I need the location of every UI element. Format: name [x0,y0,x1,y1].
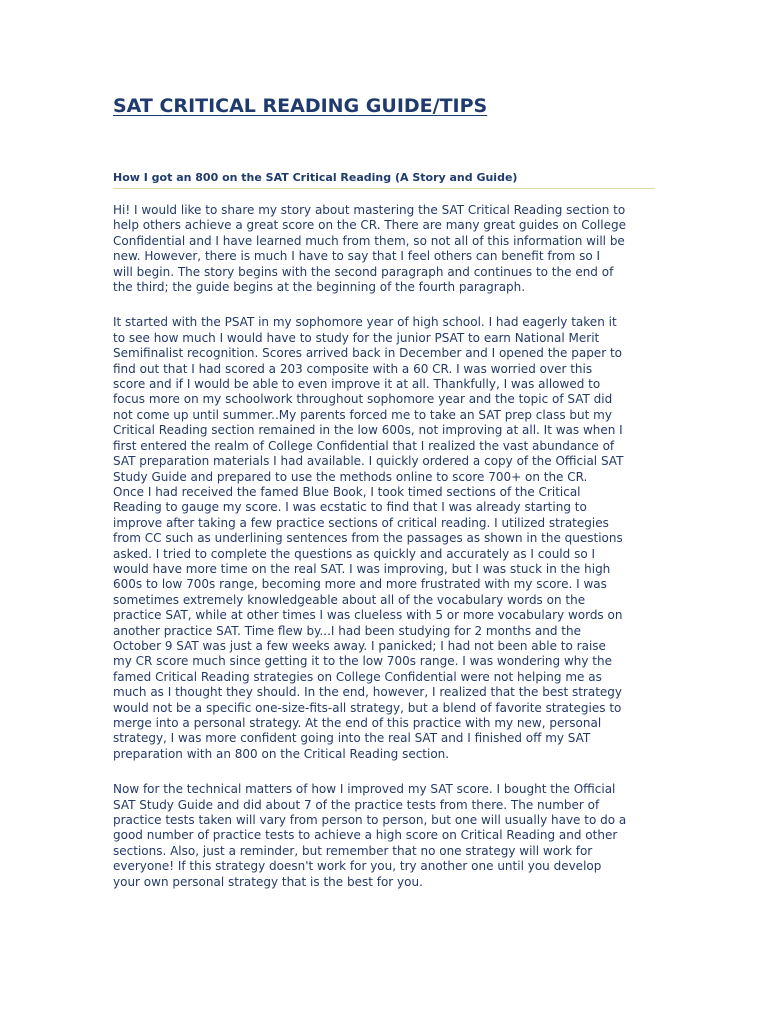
paragraph-line: Once I had received the famed Blue Book, I took timed sections of the Critical [113,484,581,499]
paragraph-line: another practice SAT. Time flew by...I had been studying for 2 months and the [113,623,581,638]
paragraph-line: SAT Study Guide and did about 7 of the practice tests from there. The number of [113,797,600,812]
paragraph-line: October 9 SAT was just a few weeks away. I panicked; I had not been able to raise [113,638,606,653]
paragraph-line: practice tests taken will vary from person to person, but one will usually have to do a [113,813,627,828]
paragraph-line: preparation with an 800 on the Critical Reading section. [113,746,450,761]
paragraph-line: It started with the PSAT in my sophomore year of high school. I had eagerly taken it [113,315,617,330]
article-body [113,203,658,910]
paragraph-line: good number of practice tests to achieve a high score on Critical Reading and other [113,828,618,843]
paragraph-line: Confidential and I have learned much from them, so not all of this information will be [113,233,625,248]
paragraph-line: strategy, I was more confident going into the real SAT and I finished off my SAT [113,731,591,746]
paragraph-line: sometimes extremely knowledgeable about all of the vocabulary words on the [113,592,586,607]
paragraph [113,315,658,762]
paragraph-line: asked. I tried to complete the questions as quickly and accurately as I could so I [113,546,596,561]
paragraph-line: would have more time on the real SAT. I was improving, but I was stuck in the high [113,561,611,576]
paragraph-line: will begin. The story begins with the second paragraph and continues to the end of [113,264,614,279]
paragraph-line: not come up until summer..My parents forced me to take an SAT prep class but my [113,407,612,422]
paragraph-line: everyone! If this strategy doesn't work for you, try another one until you develop [113,859,602,874]
paragraph-line: focus more on my schoolwork throughout sophomore year and the topic of SAT did [113,392,613,407]
paragraph-line: Study Guide and prepared to use the methods online to score 700+ on the CR. [113,469,588,484]
paragraph-line: merge into a personal strategy. At the end of this practice with my new, personal [113,716,602,730]
paragraph-line: the third; the guide begins at the beginning of the fourth paragraph. [113,280,526,295]
paragraph-line: famed Critical Reading strategies on College Confidential were not helping me as [113,669,602,684]
paragraph-line: improve after taking a few practice sections of critical reading. I utilized strategies [113,515,609,530]
paragraph-line: Reading to gauge my score. I was ecstatic to find that I was already starting to [113,500,587,515]
paragraph-line: first entered the realm of College Confidential that I realized the vast abundance of [113,438,615,453]
paragraph-line: find out that I had scored a 203 composite with a 60 CR. I was worried over this [113,361,593,376]
document-title: SAT CRITICAL READING GUIDE/TIPS [113,95,488,117]
paragraph-line: from CC such as underlining sentences from the passages as shown in the questions [113,531,623,546]
paragraph-line: Now for the technical matters of how I improved my SAT score. I bought the Official [113,782,616,797]
paragraph-line: score and if I would be able to even improve it at all. Thankfully, I was allowed to [113,377,601,392]
paragraph-line: 600s to low 700s range, becoming more and more frustrated with my score. I was [113,577,607,592]
paragraph-line: to see how much I would have to study for the junior PSAT to earn National Merit [113,330,600,345]
paragraph-line: Semifinalist recognition. Scores arrived back in December and I opened the paper to [113,346,622,361]
paragraph-line: would not be a specific one-size-fits-all strategy, but a blend of favorite strategies to [113,700,622,715]
paragraph-line: practice SAT, while at other times I was clueless with 5 or more vocabulary words on [113,608,623,623]
paragraph [113,782,658,890]
paragraph-line: new. However, there is much I have to say that I feel others can benefit from so I [113,249,601,264]
article-subtitle: How I got an 800 on the SAT Critical Reading (A Story and Guide) [113,171,518,184]
paragraph-line: much as I thought they should. In the end, however, I realized that the best strategy [113,685,623,700]
paragraph-line: Critical Reading section remained in the low 600s, not improving at all. It was when I [113,423,623,438]
paragraph-line: help others achieve a great score on the CR. There are many great guides on College [113,218,626,233]
subtitle-section [113,171,655,189]
paragraph-line: sections. Also, just a reminder, but remember that no one strategy will work for [113,843,593,858]
paragraph-line: your own personal strategy that is the best for you. [113,874,423,889]
paragraph [113,203,658,295]
paragraph-line: Hi! I would like to share my story about mastering the SAT Critical Reading section to [113,203,626,217]
paragraph-line: SAT preparation materials I had available. I quickly ordered a copy of the Official SAT [113,454,624,469]
paragraph-line: my CR score much since getting it to the low 700s range. I was wondering why the [113,654,612,669]
